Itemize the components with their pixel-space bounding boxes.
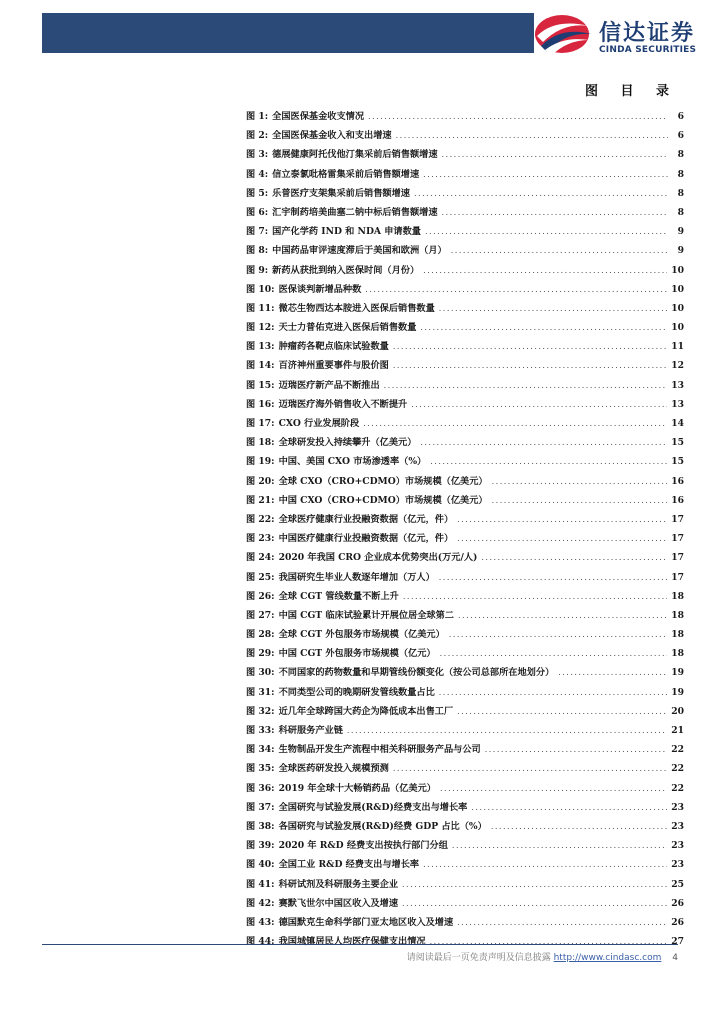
toc-figure-number: 图 37: xyxy=(246,801,275,813)
toc-figure-number: 图 11: xyxy=(246,302,275,314)
footer-url-link[interactable]: http://www.cindasc.com xyxy=(553,953,662,963)
footer xyxy=(407,950,678,963)
toc-page-number: 10 xyxy=(671,302,684,314)
toc-figure-title: 科研试剂及科研服务主要企业 xyxy=(278,878,399,890)
toc-page-number: 18 xyxy=(671,590,684,602)
toc-entry[interactable] xyxy=(246,165,684,184)
toc-figure-number: 图 33: xyxy=(246,725,275,736)
toc-entry[interactable] xyxy=(246,433,684,452)
toc-dot-leader xyxy=(457,529,667,548)
toc-figure-number: 图 30: xyxy=(246,667,275,679)
toc-dot-leader xyxy=(347,721,667,740)
toc-page-number: 18 xyxy=(671,629,684,641)
toc-figure-number: 图 16: xyxy=(246,398,275,410)
toc-figure-number: 图 17: xyxy=(246,418,275,429)
toc-dot-leader xyxy=(481,548,667,567)
toc-dot-leader xyxy=(384,376,668,395)
toc-page-number: 27 xyxy=(671,936,684,948)
toc-figure-title: 科研服务产业链 xyxy=(278,725,343,736)
toc-figure-number: 图 14: xyxy=(246,360,275,372)
toc-dot-leader xyxy=(423,855,667,874)
toc-page-number: 9 xyxy=(677,226,684,238)
toc-page-number: 17 xyxy=(671,552,684,564)
toc-figure-title: 国产化学药 IND 和 NDA 申请数量 xyxy=(272,226,421,238)
toc-entry[interactable] xyxy=(246,779,684,798)
toc-page-number: 11 xyxy=(671,341,684,353)
toc-figure-number: 图 36: xyxy=(246,782,275,794)
toc-figure-number: 图 34: xyxy=(246,744,275,756)
toc-figure-number: 图 1: xyxy=(246,111,269,122)
toc-page-number: 16 xyxy=(671,475,684,487)
toc-dot-leader xyxy=(442,203,668,222)
toc-figure-title: 医保谈判新增品种数 xyxy=(278,283,362,295)
toc-dot-leader xyxy=(402,875,667,894)
toc-figure-title: 全球医疗健康行业投融资数据（亿元，件） xyxy=(278,513,454,525)
toc-dot-leader xyxy=(403,587,667,606)
toc-dot-leader xyxy=(393,759,667,778)
toc-figure-title: 全国工业 R&D 经费支出与增长率 xyxy=(278,859,420,871)
toc-page-number: 26 xyxy=(671,897,684,909)
toc-figure-number: 图 6: xyxy=(246,206,269,218)
toc-figure-number: 图 29: xyxy=(246,648,275,660)
toc-entry[interactable] xyxy=(246,568,684,587)
toc-entry[interactable] xyxy=(246,318,684,337)
toc-dot-leader xyxy=(430,452,667,471)
toc-page-number: 25 xyxy=(671,878,684,890)
toc-figure-title: 中国药品审评速度滞后于美国和欧洲（月） xyxy=(272,245,447,257)
toc-figure-number: 图 24: xyxy=(246,552,275,564)
toc-page-number: 10 xyxy=(671,322,684,334)
toc-figure-title: 德展健康阿托伐他汀集采前后销售额增速 xyxy=(272,149,438,161)
toc-figure-title: 微芯生物西达本胺进入医保后销售数量 xyxy=(278,302,435,314)
toc-figure-number: 图 23: xyxy=(246,533,275,545)
toc-figure-number: 图 32: xyxy=(246,705,275,717)
toc-entry[interactable] xyxy=(246,280,684,299)
toc-dot-leader xyxy=(491,817,667,836)
toc-entry[interactable] xyxy=(246,414,684,433)
toc-dot-leader xyxy=(425,222,668,241)
toc-page-number: 16 xyxy=(671,494,684,506)
toc-figure-number: 图 12: xyxy=(246,322,275,334)
toc-page-number: 20 xyxy=(671,705,684,717)
toc-figure-title: 迈瑞医疗海外销售收入不断提升 xyxy=(278,398,408,410)
toc-entry[interactable] xyxy=(246,356,684,375)
toc-page-number: 22 xyxy=(671,744,684,756)
toc-figure-title: 各国研究与试验发展(R&D)经费 GDP 占比（%） xyxy=(278,820,487,832)
toc-figure-number: 图 35: xyxy=(246,763,275,775)
toc-dot-leader xyxy=(393,337,667,356)
toc-page-number: 21 xyxy=(671,725,684,736)
toc-figure-title: 不同类型公司的晚期研发管线数量占比 xyxy=(278,686,435,698)
toc-figure-number: 图 10: xyxy=(246,283,275,295)
toc-page-number: 6 xyxy=(677,111,684,122)
toc-page-number: 8 xyxy=(677,168,684,180)
toc-dot-leader xyxy=(414,184,668,203)
toc-page-number: 15 xyxy=(671,437,684,449)
toc-dot-leader xyxy=(430,932,668,951)
toc-entry[interactable] xyxy=(246,145,684,164)
toc-figure-number: 图 25: xyxy=(246,571,275,583)
toc-dot-leader xyxy=(439,568,667,587)
toc-figure-title: 汇宇制药培美曲塞二钠中标后销售额增速 xyxy=(272,206,438,218)
toc-figure-title: 信立泰氯吡格雷集采前后销售额增速 xyxy=(272,168,420,180)
toc-figure-title: 全国医保基金收支情况 xyxy=(272,111,365,122)
toc-figure-number: 图 7: xyxy=(246,226,269,238)
toc-entry[interactable] xyxy=(246,337,684,356)
toc-figure-title: 我国研究生毕业人数逐年增加（万人） xyxy=(278,571,435,583)
figure-list xyxy=(246,107,684,951)
toc-figure-title: 肿瘤药各靶点临床试验数量 xyxy=(278,341,389,353)
toc-figure-title: 百济神州重要事件与股价图 xyxy=(278,360,389,372)
toc-figure-title: 中国 CGT 临床试验累计开展位居全球第二 xyxy=(278,609,454,621)
toc-page-number: 23 xyxy=(671,859,684,871)
toc-figure-number: 图 9: xyxy=(246,264,269,276)
toc-page-number: 19 xyxy=(671,686,684,698)
toc-entry[interactable] xyxy=(246,241,684,260)
toc-figure-title: 全国研究与试验发展(R&D)经费支出与增长率 xyxy=(278,801,468,813)
toc-figure-title: 2020 年我国 CRO 企业成本优势突出(万元/人) xyxy=(278,552,478,564)
footer-divider xyxy=(42,944,678,945)
toc-figure-title: 全球研发投入持续攀升（亿美元） xyxy=(278,437,417,449)
toc-dot-leader xyxy=(402,894,667,913)
toc-entry[interactable] xyxy=(246,644,684,663)
toc-dot-leader xyxy=(420,433,667,452)
toc-figure-number: 图 4: xyxy=(246,168,269,180)
toc-page-number: 23 xyxy=(671,840,684,852)
toc-figure-number: 图 28: xyxy=(246,629,275,641)
toc-entry[interactable] xyxy=(246,299,684,318)
toc-dot-leader xyxy=(558,663,667,682)
toc-page-number: 17 xyxy=(671,533,684,545)
toc-dot-leader xyxy=(492,491,668,510)
toc-page-number: 22 xyxy=(671,763,684,775)
toc-figure-title: 迈瑞医疗新产品不断推出 xyxy=(278,379,380,391)
toc-dot-leader xyxy=(365,280,667,299)
cinda-logo-icon xyxy=(533,12,595,58)
toc-entry[interactable] xyxy=(246,875,684,894)
toc-dot-leader xyxy=(439,683,667,702)
toc-entry[interactable] xyxy=(246,587,684,606)
toc-page-number: 17 xyxy=(671,571,684,583)
toc-figure-number: 图 18: xyxy=(246,437,275,449)
toc-page-number: 17 xyxy=(671,513,684,525)
toc-entry[interactable] xyxy=(246,606,684,625)
toc-figure-title: 天士力普佑克进入医保后销售数量 xyxy=(278,322,417,334)
toc-figure-title: 生物制品开发生产流程中相关科研服务产品与公司 xyxy=(278,744,481,756)
toc-dot-leader xyxy=(440,779,667,798)
toc-dot-leader xyxy=(393,356,667,375)
toc-figure-title: 新药从获批到纳入医保时间（月份） xyxy=(272,264,420,276)
toc-page-number: 12 xyxy=(671,360,684,372)
toc-figure-title: CXO 行业发展阶段 xyxy=(278,418,360,429)
toc-page-number: 8 xyxy=(677,149,684,161)
toc-figure-number: 图 13: xyxy=(246,341,275,353)
toc-dot-leader xyxy=(411,395,667,414)
toc-page-number: 13 xyxy=(671,398,684,410)
toc-figure-number: 图 38: xyxy=(246,820,275,832)
toc-figure-title: 我国城镇居民人均医疗保健支出情况 xyxy=(278,936,426,948)
toc-entry[interactable] xyxy=(246,913,684,932)
toc-figure-number: 图 41: xyxy=(246,878,275,890)
footer-page-number: 4 xyxy=(672,953,678,963)
toc-page-number: 10 xyxy=(671,264,684,276)
toc-entry[interactable] xyxy=(246,222,684,241)
toc-figure-number: 图 26: xyxy=(246,590,275,602)
toc-figure-number: 图 31: xyxy=(246,686,275,698)
toc-page-number: 14 xyxy=(671,418,684,429)
toc-figure-number: 图 39: xyxy=(246,840,275,852)
toc-page-number: 8 xyxy=(677,187,684,199)
toc-figure-number: 图 5: xyxy=(246,187,269,199)
toc-dot-leader xyxy=(396,126,668,145)
toc-entry[interactable] xyxy=(246,107,684,126)
toc-entry[interactable] xyxy=(246,683,684,702)
toc-page-number: 23 xyxy=(671,801,684,813)
toc-figure-title: 乐普医疗支架集采前后销售额增速 xyxy=(272,187,410,199)
toc-entry[interactable] xyxy=(246,836,684,855)
toc-figure-title: 2019 年全球十大畅销药品（亿美元） xyxy=(278,782,436,794)
toc-entry[interactable] xyxy=(246,663,684,682)
toc-dot-leader xyxy=(492,472,668,491)
toc-figure-number: 图 21: xyxy=(246,494,275,506)
toc-figure-number: 图 27: xyxy=(246,609,275,621)
toc-figure-title: 中国 CXO（CRO+CDMO）市场规模（亿美元） xyxy=(278,494,488,506)
toc-dot-leader xyxy=(368,107,668,126)
logo-chinese-name: 信达证券 xyxy=(599,21,696,46)
toc-dot-leader xyxy=(451,241,668,260)
header-banner xyxy=(42,13,534,53)
toc-dot-leader xyxy=(420,318,667,337)
toc-figure-title: 2020 年 R&D 经费支出按执行部门分组 xyxy=(278,840,448,852)
toc-figure-title: 中国、美国 CXO 市场渗透率（%） xyxy=(278,456,427,468)
toc-figure-title: 全球 CGT 外包服务市场规模（亿美元） xyxy=(278,629,445,641)
toc-page-number: 19 xyxy=(671,667,684,679)
toc-page-number: 13 xyxy=(671,379,684,391)
toc-figure-title: 赛默飞世尔中国区收入及增速 xyxy=(278,897,399,909)
toc-figure-title: 近几年全球跨国大药企为降低成本出售工厂 xyxy=(278,705,454,717)
toc-dot-leader xyxy=(457,702,667,721)
toc-page-number: 18 xyxy=(671,648,684,660)
toc-figure-title: 全球医药研发投入规模预测 xyxy=(278,763,389,775)
toc-page-number: 18 xyxy=(671,609,684,621)
toc-dot-leader xyxy=(457,913,667,932)
toc-figure-title: 中国医疗健康行业投融资数据（亿元，件） xyxy=(278,533,454,545)
toc-dot-leader xyxy=(423,261,667,280)
toc-entry[interactable] xyxy=(246,261,684,280)
toc-entry[interactable] xyxy=(246,529,684,548)
toc-entry[interactable] xyxy=(246,855,684,874)
toc-figure-title: 中国 CGT 外包服务市场规模（亿元） xyxy=(278,648,436,660)
toc-entry[interactable] xyxy=(246,932,684,951)
toc-dot-leader xyxy=(452,836,667,855)
toc-dot-leader xyxy=(449,625,667,644)
toc-page-number: 22 xyxy=(671,782,684,794)
toc-entry[interactable] xyxy=(246,452,684,471)
toc-dot-leader xyxy=(458,606,667,625)
toc-figure-title: 德国默克生命科学部门亚太地区收入及增速 xyxy=(278,916,454,928)
footer-disclaimer: 请阅读最后一页免责声明及信息披露 xyxy=(406,953,551,963)
logo-english-name: CINDA SECURITIES xyxy=(599,45,697,55)
toc-entry[interactable] xyxy=(246,395,684,414)
company-logo xyxy=(533,12,713,60)
toc-page-number: 26 xyxy=(671,916,684,928)
toc-figure-number: 图 3: xyxy=(246,149,269,161)
toc-entry[interactable] xyxy=(246,126,684,145)
toc-entry[interactable] xyxy=(246,491,684,510)
toc-entry[interactable] xyxy=(246,548,684,567)
toc-figure-number: 图 20: xyxy=(246,475,275,487)
toc-dot-leader xyxy=(423,165,668,184)
toc-page-number: 10 xyxy=(671,283,684,295)
toc-figure-number: 图 42: xyxy=(246,897,275,909)
toc-entry[interactable] xyxy=(246,472,684,491)
toc-entry[interactable] xyxy=(246,894,684,913)
toc-entry[interactable] xyxy=(246,740,684,759)
toc-figure-number: 图 2: xyxy=(246,130,269,142)
toc-figure-number: 图 43: xyxy=(246,916,275,928)
toc-page-number: 23 xyxy=(671,820,684,832)
toc-entry[interactable] xyxy=(246,203,684,222)
toc-page-number: 6 xyxy=(677,130,684,142)
toc-entry[interactable] xyxy=(246,721,684,740)
toc-entry[interactable] xyxy=(246,817,684,836)
toc-figure-title: 全球 CXO（CRO+CDMO）市场规模（亿美元） xyxy=(278,475,488,487)
toc-page-number: 8 xyxy=(677,206,684,218)
toc-entry[interactable] xyxy=(246,798,684,817)
toc-dot-leader xyxy=(471,798,667,817)
toc-figure-number: 图 8: xyxy=(246,245,269,257)
toc-figure-number: 图 22: xyxy=(246,513,275,525)
toc-dot-leader xyxy=(363,414,667,433)
toc-page-number: 15 xyxy=(671,456,684,468)
toc-dot-leader xyxy=(439,299,667,318)
page-title: 图 目 录 xyxy=(584,84,678,99)
toc-figure-title: 全国医保基金收入和支出增速 xyxy=(272,130,392,142)
toc-entry[interactable] xyxy=(246,625,684,644)
toc-dot-leader xyxy=(485,740,668,759)
toc-entry[interactable] xyxy=(246,376,684,395)
toc-figure-number: 图 19: xyxy=(246,456,275,468)
toc-dot-leader xyxy=(440,644,668,663)
toc-figure-title: 全球 CGT 管线数量不断上升 xyxy=(278,590,399,602)
toc-dot-leader xyxy=(457,510,667,529)
toc-figure-number: 图 40: xyxy=(246,859,275,871)
toc-entry[interactable] xyxy=(246,184,684,203)
toc-entry[interactable] xyxy=(246,510,684,529)
toc-figure-number: 图 15: xyxy=(246,379,275,391)
toc-dot-leader xyxy=(442,145,668,164)
toc-figure-title: 不同国家的药物数量和早期管线份额变化（按公司总部所在地划分） xyxy=(278,667,555,679)
toc-entry[interactable] xyxy=(246,759,684,778)
toc-figure-number: 图 44: xyxy=(246,936,275,948)
toc-entry[interactable] xyxy=(246,702,684,721)
toc-page-number: 9 xyxy=(677,245,684,257)
